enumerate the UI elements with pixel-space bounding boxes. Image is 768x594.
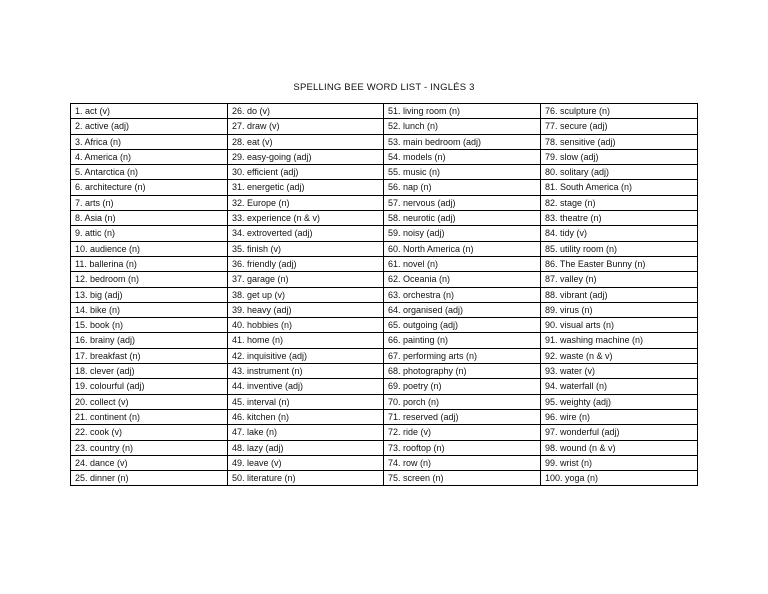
word-cell: 54. models (n)	[384, 149, 541, 164]
word-cell: 1. act (v)	[71, 104, 228, 119]
word-cell: 17. breakfast (n)	[71, 348, 228, 363]
word-cell: 63. orchestra (n)	[384, 287, 541, 302]
word-cell: 39. heavy (adj)	[228, 302, 384, 317]
table-row	[71, 119, 698, 134]
word-cell: 64. organised (adj)	[384, 302, 541, 317]
word-cell: 47. lake (n)	[228, 425, 384, 440]
table-row	[71, 287, 698, 302]
table-row	[71, 425, 698, 440]
word-cell: 2. active (adj)	[71, 119, 228, 134]
word-cell: 44. inventive (adj)	[228, 379, 384, 394]
word-cell: 36. friendly (adj)	[228, 256, 384, 271]
word-cell: 72. ride (v)	[384, 425, 541, 440]
table-row	[71, 241, 698, 256]
word-cell: 58. neurotic (adj)	[384, 211, 541, 226]
word-cell: 79. slow (adj)	[541, 149, 698, 164]
word-cell: 52. lunch (n)	[384, 119, 541, 134]
word-cell: 62. Oceania (n)	[384, 272, 541, 287]
word-cell: 80. solitary (adj)	[541, 165, 698, 180]
word-cell: 30. efficient (adj)	[228, 165, 384, 180]
word-cell: 97. wonderful (adj)	[541, 425, 698, 440]
word-cell: 92. waste (n & v)	[541, 348, 698, 363]
table-row	[71, 348, 698, 363]
word-cell: 70. porch (n)	[384, 394, 541, 409]
word-cell: 11. ballerina (n)	[71, 256, 228, 271]
table-row	[71, 165, 698, 180]
word-cell: 93. water (v)	[541, 364, 698, 379]
word-cell: 31. energetic (adj)	[228, 180, 384, 195]
table-row	[71, 394, 698, 409]
word-cell: 35. finish (v)	[228, 241, 384, 256]
word-cell: 46. kitchen (n)	[228, 409, 384, 424]
word-cell: 74. row (n)	[384, 455, 541, 470]
word-cell: 89. virus (n)	[541, 302, 698, 317]
word-cell: 18. clever (adj)	[71, 364, 228, 379]
word-cell: 32. Europe (n)	[228, 195, 384, 210]
word-cell: 23. country (n)	[71, 440, 228, 455]
table-row	[71, 134, 698, 149]
word-cell: 77. secure (adj)	[541, 119, 698, 134]
word-cell: 29. easy-going (adj)	[228, 149, 384, 164]
word-cell: 68. photography (n)	[384, 364, 541, 379]
table-row	[71, 440, 698, 455]
word-cell: 13. big (adj)	[71, 287, 228, 302]
word-cell: 48. lazy (adj)	[228, 440, 384, 455]
table-row	[71, 409, 698, 424]
table-row	[71, 180, 698, 195]
word-cell: 7. arts (n)	[71, 195, 228, 210]
word-cell: 22. cook (v)	[71, 425, 228, 440]
word-cell: 15. book (n)	[71, 318, 228, 333]
word-cell: 59. noisy (adj)	[384, 226, 541, 241]
word-cell: 10. audience (n)	[71, 241, 228, 256]
word-cell: 25. dinner (n)	[71, 471, 228, 486]
table-row	[71, 226, 698, 241]
word-cell: 21. continent (n)	[71, 409, 228, 424]
word-cell: 16. brainy (adj)	[71, 333, 228, 348]
word-list-body	[71, 104, 698, 486]
table-row	[71, 379, 698, 394]
word-cell: 85. utility room (n)	[541, 241, 698, 256]
word-cell: 67. performing arts (n)	[384, 348, 541, 363]
table-row	[71, 471, 698, 486]
table-row	[71, 318, 698, 333]
word-cell: 38. get up (v)	[228, 287, 384, 302]
word-cell: 60. North America (n)	[384, 241, 541, 256]
word-cell: 34. extroverted (adj)	[228, 226, 384, 241]
word-cell: 57. nervous (adj)	[384, 195, 541, 210]
document-title: SPELLING BEE WORD LIST - INGLÉS 3	[293, 82, 475, 93]
word-cell: 19. colourful (adj)	[71, 379, 228, 394]
word-cell: 71. reserved (adj)	[384, 409, 541, 424]
word-cell: 91. washing machine (n)	[541, 333, 698, 348]
word-cell: 37. garage (n)	[228, 272, 384, 287]
word-cell: 8. Asia (n)	[71, 211, 228, 226]
word-cell: 55. music (n)	[384, 165, 541, 180]
word-cell: 50. literature (n)	[228, 471, 384, 486]
table-row	[71, 333, 698, 348]
word-cell: 84. tidy (v)	[541, 226, 698, 241]
table-row	[71, 272, 698, 287]
word-cell: 98. wound (n & v)	[541, 440, 698, 455]
word-cell: 87. valley (n)	[541, 272, 698, 287]
word-cell: 33. experience (n & v)	[228, 211, 384, 226]
word-cell: 45. interval (n)	[228, 394, 384, 409]
word-cell: 73. rooftop (n)	[384, 440, 541, 455]
word-cell: 26. do (v)	[228, 104, 384, 119]
word-cell: 88. vibrant (adj)	[541, 287, 698, 302]
word-cell: 75. screen (n)	[384, 471, 541, 486]
table-row	[71, 195, 698, 210]
word-list-table	[70, 103, 698, 486]
word-cell: 100. yoga (n)	[541, 471, 698, 486]
word-cell: 96. wire (n)	[541, 409, 698, 424]
table-row	[71, 149, 698, 164]
word-cell: 40. hobbies (n)	[228, 318, 384, 333]
table-row	[71, 256, 698, 271]
word-cell: 95. weighty (adj)	[541, 394, 698, 409]
word-cell: 4. America (n)	[71, 149, 228, 164]
word-cell: 78. sensitive (adj)	[541, 134, 698, 149]
word-cell: 53. main bedroom (adj)	[384, 134, 541, 149]
word-cell: 56. nap (n)	[384, 180, 541, 195]
word-cell: 86. The Easter Bunny (n)	[541, 256, 698, 271]
word-cell: 42. inquisitive (adj)	[228, 348, 384, 363]
word-cell: 14. bike (n)	[71, 302, 228, 317]
word-cell: 27. draw (v)	[228, 119, 384, 134]
word-cell: 51. living room (n)	[384, 104, 541, 119]
word-cell: 28. eat (v)	[228, 134, 384, 149]
word-cell: 83. theatre (n)	[541, 211, 698, 226]
word-cell: 12. bedroom (n)	[71, 272, 228, 287]
table-row	[71, 104, 698, 119]
word-cell: 43. instrument (n)	[228, 364, 384, 379]
word-cell: 6. architecture (n)	[71, 180, 228, 195]
word-cell: 81. South America (n)	[541, 180, 698, 195]
word-cell: 3. Africa (n)	[71, 134, 228, 149]
word-cell: 94. waterfall (n)	[541, 379, 698, 394]
word-cell: 65. outgoing (adj)	[384, 318, 541, 333]
word-cell: 41. home (n)	[228, 333, 384, 348]
table-row	[71, 302, 698, 317]
table-row	[71, 455, 698, 470]
word-cell: 5. Antarctica (n)	[71, 165, 228, 180]
word-cell: 49. leave (v)	[228, 455, 384, 470]
word-cell: 9. attic (n)	[71, 226, 228, 241]
table-row	[71, 364, 698, 379]
word-cell: 24. dance (v)	[71, 455, 228, 470]
word-cell: 66. painting (n)	[384, 333, 541, 348]
word-cell: 69. poetry (n)	[384, 379, 541, 394]
word-cell: 82. stage (n)	[541, 195, 698, 210]
word-cell: 76. sculpture (n)	[541, 104, 698, 119]
word-cell: 20. collect (v)	[71, 394, 228, 409]
table-row	[71, 211, 698, 226]
word-cell: 99. wrist (n)	[541, 455, 698, 470]
word-cell: 61. novel (n)	[384, 256, 541, 271]
word-cell: 90. visual arts (n)	[541, 318, 698, 333]
